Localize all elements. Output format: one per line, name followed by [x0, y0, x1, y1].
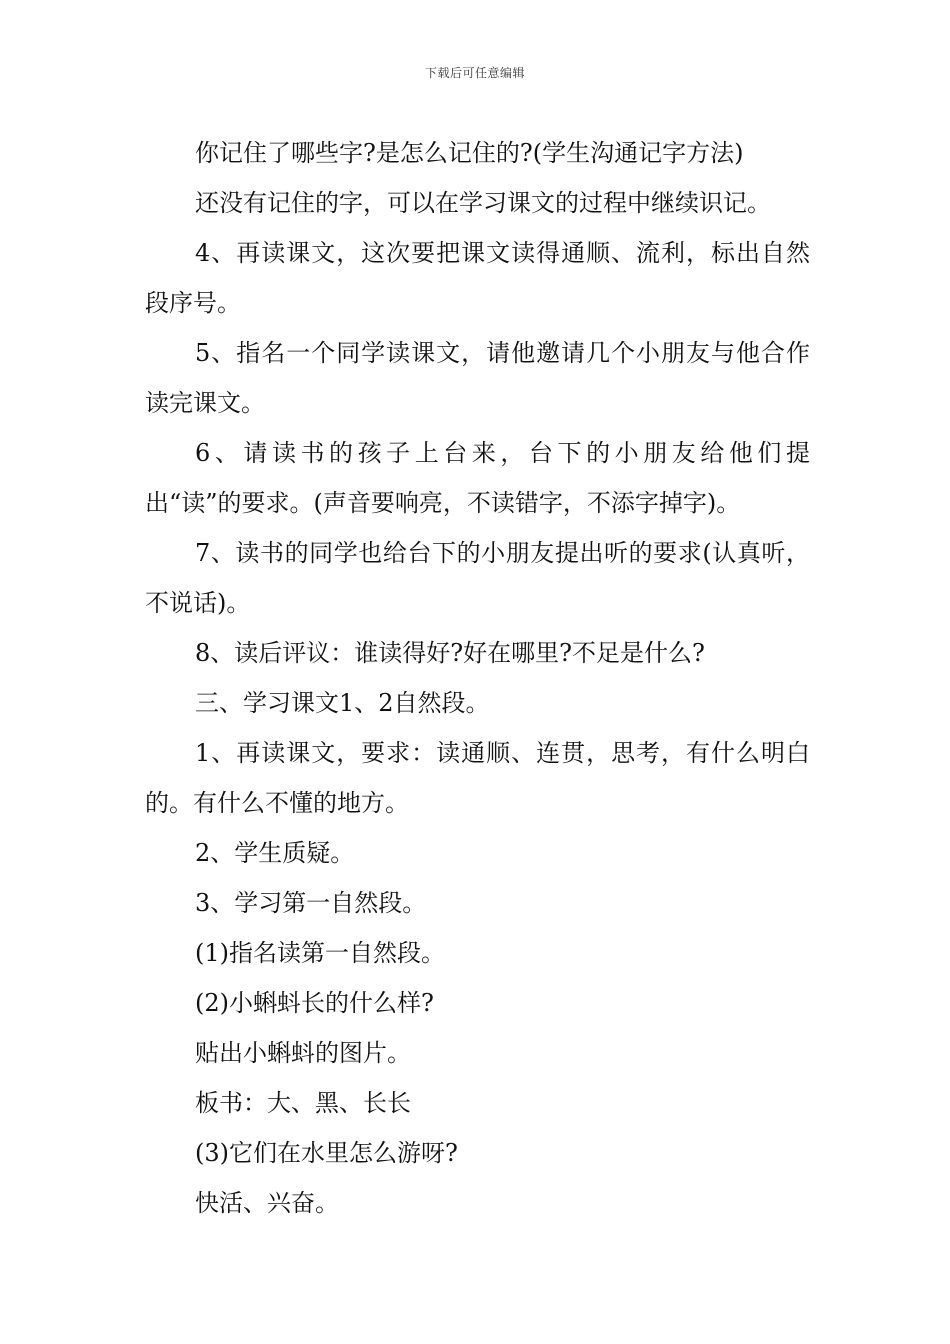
- section-heading: 三、学习课文1、2自然段。: [195, 689, 490, 717]
- paragraph: 5、指名一个同学读课文，请他邀请几个小朋友与他合作读完课文。: [145, 339, 810, 417]
- paragraph: 快活、兴奋。: [195, 1189, 339, 1217]
- paragraph: 贴出小蝌蚪的图片。: [195, 1039, 411, 1067]
- page-header: 下载后可任意编辑: [424, 66, 525, 80]
- paragraph: 还没有记住的字，可以在学习课文的过程中继续识记。: [195, 189, 771, 217]
- paragraph: 2、学生质疑。: [195, 839, 355, 867]
- paragraph: (1)指名读第一自然段。: [195, 939, 445, 967]
- paragraph: 板书：大、黑、长长: [195, 1089, 411, 1117]
- paragraph: 4、再读课文，这次要把课文读得通顺、流利，标出自然段序号。: [145, 239, 810, 317]
- paragraph: 7、读书的同学也给台下的小朋友提出听的要求(认真听，不说话)。: [145, 539, 810, 617]
- paragraph: 你记住了哪些字?是怎么记住的?(学生沟通记字方法): [195, 139, 744, 167]
- paragraph: 3、学习第一自然段。: [195, 889, 427, 917]
- paragraph: (3)它们在水里怎么游呀?: [195, 1139, 458, 1167]
- paragraph: 6、请读书的孩子上台来，台下的小朋友给他们提出“读”的要求。(声音要响亮，不读错字，不添字掉字)。: [145, 439, 810, 517]
- paragraph: (2)小蝌蚪长的什么样?: [195, 989, 434, 1017]
- document-body: [145, 128, 810, 1228]
- paragraph: 1、再读课文，要求：读通顺、连贯，思考，有什么明白的。有什么不懂的地方。: [145, 739, 810, 817]
- paragraph: 8、读后评议：谁读得好?好在哪里?不足是什么?: [195, 639, 705, 667]
